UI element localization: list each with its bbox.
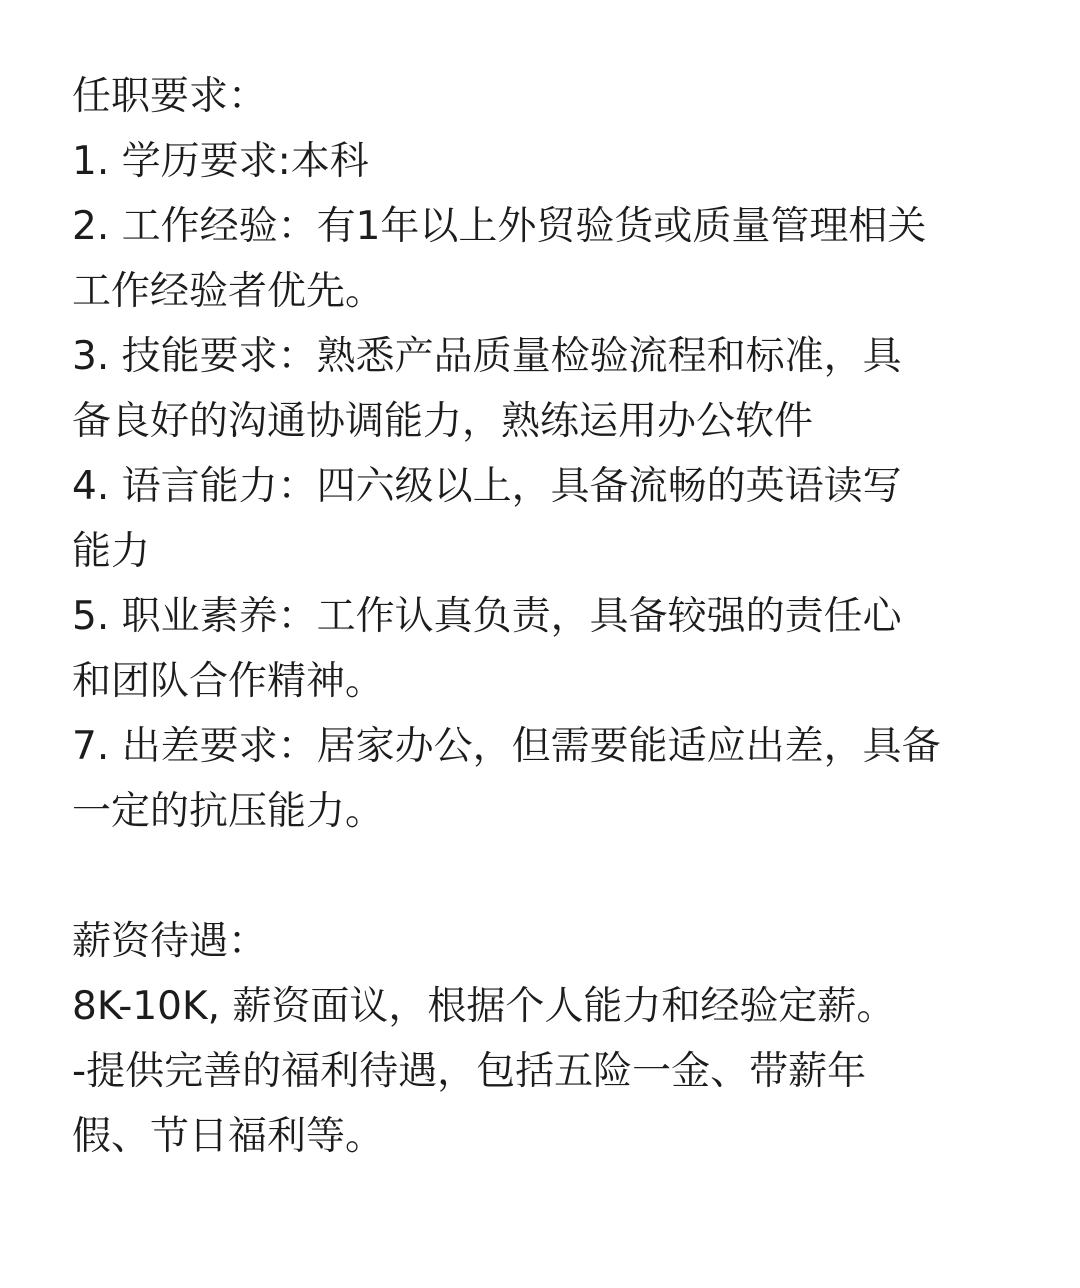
- requirement-travel: 7. 出差要求：居家办公，但需要能适应出差，具备: [72, 724, 941, 769]
- salary-benefits: -提供完善的福利待遇，包括五险一金、带薪年: [72, 1049, 867, 1094]
- section-spacer: [72, 844, 1022, 909]
- job-description-document: [72, 64, 1022, 1169]
- salary-range: 8K-10K, 薪资面议，根据个人能力和经验定薪。: [72, 984, 896, 1029]
- requirements-section: [72, 64, 1022, 844]
- requirement-education: 1. 学历要求:本科: [72, 139, 369, 184]
- requirement-professionalism: 5. 职业素养：工作认真负责，具备较强的责任心: [72, 594, 902, 639]
- requirement-language-cont: 能力: [72, 529, 151, 574]
- requirement-professionalism-cont: 和团队合作精神。: [72, 659, 385, 704]
- requirement-skills: 3. 技能要求：熟悉产品质量检验流程和标准，具: [72, 334, 902, 379]
- requirements-heading: 任职要求：: [72, 74, 268, 119]
- salary-heading: 薪资待遇：: [72, 919, 268, 964]
- requirement-travel-cont: 一定的抗压能力。: [72, 789, 385, 834]
- salary-benefits-cont: 假、节日福利等。: [72, 1114, 385, 1159]
- requirement-skills-cont: 备良好的沟通协调能力，熟练运用办公软件: [72, 399, 814, 444]
- requirement-experience: 2. 工作经验：有1年以上外贸验货或质量管理相关: [72, 204, 927, 249]
- salary-section: [72, 909, 1022, 1169]
- requirement-language: 4. 语言能力：四六级以上，具备流畅的英语读写: [72, 464, 902, 509]
- requirement-experience-cont: 工作经验者优先。: [72, 269, 385, 314]
